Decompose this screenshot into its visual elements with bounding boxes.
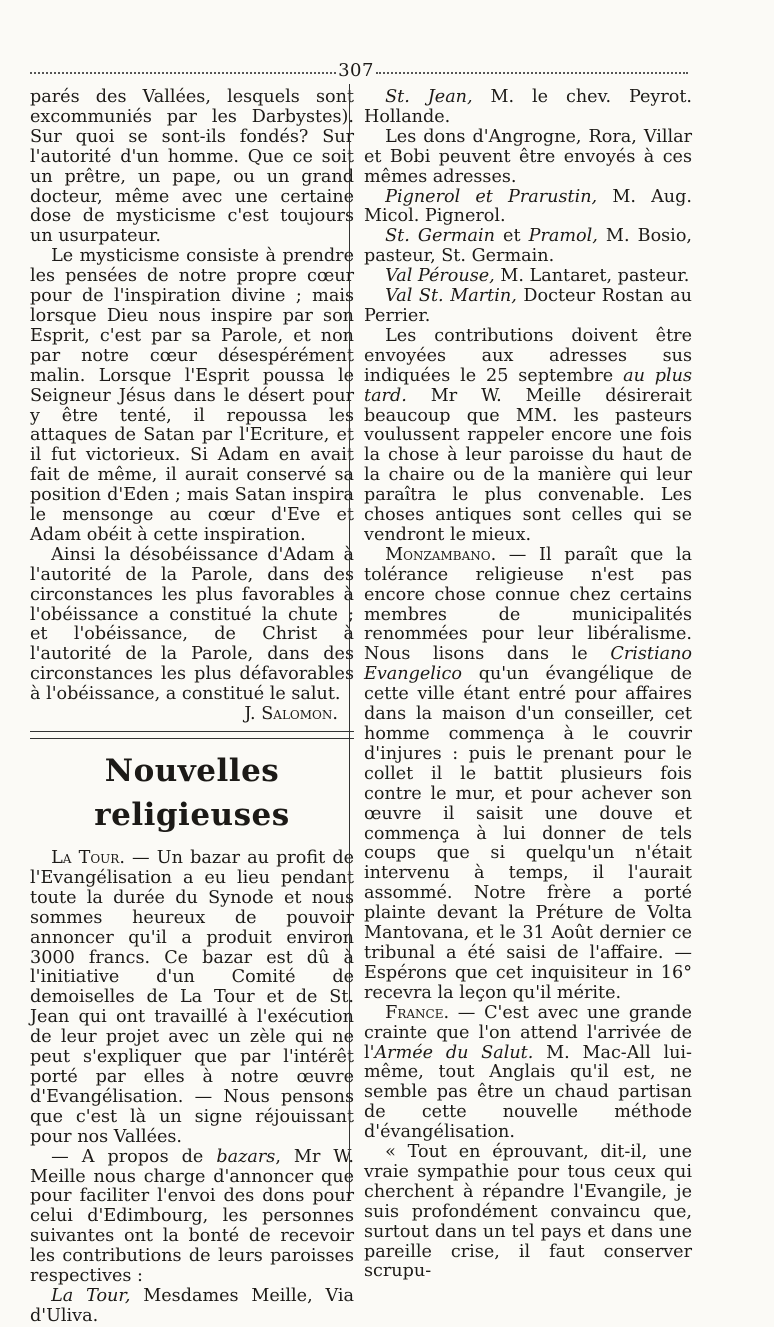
address-text: M. le chev. Peyrot. Hollande. [364, 87, 693, 127]
news-text: M. Mac-All lui-même, tout Anglais qu'il est, ne semble pas être un chaud partisan de cette nouvelle méthode d'évangélisation. [364, 1042, 692, 1143]
address-place: Val Pérouse, [385, 266, 495, 287]
address-entry [364, 287, 692, 327]
column-divider [349, 84, 350, 1199]
address-place: Pramol, [528, 226, 598, 247]
news-item [30, 1148, 354, 1287]
address-text: Docteur Rostan au Perrier. [364, 286, 692, 326]
news-item [364, 1004, 692, 1143]
emphasis: Cristiano Evangelico [364, 644, 692, 685]
paragraph: parés des Vallées, lesquels sont excommuniés par les Darbystes). Sur quoi se sont-ils fondés? Sur l'autorité d'un homme. Que ce soit un prêtre, un pape, ou un grand docteur, même avec une certaine dose de mysticisme c'est toujours un usurpateur. [30, 87, 354, 247]
paragraph [364, 327, 692, 546]
section-heading: Nouvelles religieuses [94, 753, 290, 833]
quote-paragraph: « Tout en éprouvant, dit-il, une vraie sympathie pour tous ceux qui cherchent à répandre l'Evangile, je suis profondément convaincu que, surtout dans un tel pays et dans une pareille crise, il faut conserver scrupu- [364, 1142, 692, 1282]
address-place: St. Germain [385, 226, 495, 247]
address-entry [30, 1287, 354, 1327]
news-text: qu'un évangélique de cette ville étant entré pour affaires dans la maison d'un conseiller, cet homme commença à le couvrir d'injures : puis le prenant pour le collet il le battit plusieurs fois contre le mur, et pour achever son œuvre il saisit une douve et commença à lui donner de tels coups que si quelqu'un n'était intervenu à temps, il l'aurait assommé. Notre frère a porté plainte devant la Préture de Volta Mantovana, et le 31 Août dernier ce tribunal a été saisi de l'affaire. — Espérons que cet inquisiteur in 16° recevra la leçon qu'il mérite. [364, 664, 692, 1003]
address-place: Val St. Martin, [385, 286, 517, 307]
paragraph: Ainsi la désobéissance d'Adam à l'autorité de la Parole, dans des circonstances les plus favorables à l'obéissance a constitué la chute ; et l'obéissance, de Christ à l'autorité de la Parole, dans des circonstances les plus défavorables à l'obéissance, a constitué le salut. [30, 544, 354, 705]
news-item [364, 546, 692, 1004]
address-text: M. Lantaret, pasteur. [494, 266, 690, 287]
news-text: — Un bazar au profit de l'Evangélisation a eu lieu pendant toute la durée du Synode et nous sommes heureux de pouvoir annoncer qu'il a produit environ 3000 francs. Ce bazar est dû à l'initiative d'un Comité de demoiselles de La Tour et de St. Jean qui ont travaillé à l'exécution de leur projet avec un zèle qui ne peut s'expliquer que par l'intérêt porté par elles à notre œuvre d'Evangélisation. — Nous pensons que c'est là un signe réjouissant pour nos Vallées. [30, 848, 354, 1147]
address-text: M. Bosio, pasteur, St. Germain. [364, 226, 692, 267]
emphasis: Armée du Salut. [374, 1042, 534, 1063]
news-label: Monzambano. [385, 544, 497, 565]
news-text: — A propos de [51, 1146, 217, 1167]
header-rule-right [376, 72, 688, 74]
paragraph-text: Mr W. Meille désirerait beaucoup que MM. les pasteurs voulussent rappeler encore une fois la chose à leur paroisse du haut de la chaire ou de la manière qui leur paraîtra le plus convenable. Les choses antiques sont celles qui se vendront le mieux. [364, 385, 692, 545]
news-text: — Il paraît que la tolérance religieuse n'est pas encore chose connue chez certains membres de municipalités renommées pour leur libéralisme. Nous lisons dans le [364, 544, 692, 665]
section-divider [30, 731, 354, 739]
header-rule-left [30, 72, 336, 74]
news-label: France. [385, 1002, 450, 1023]
left-column [30, 88, 354, 1327]
address-text: M. Aug. Micol. Pignerol. [364, 186, 692, 227]
right-column [364, 88, 692, 1282]
address-place: St. Jean, [385, 87, 473, 107]
news-text: — C'est avec une grande crainte que l'on attend l'arrivée de l' [364, 1002, 692, 1063]
paragraph: Les dons d'Angrogne, Rora, Villar et Bobi peuvent être envoyés à ces mêmes adresses. [364, 126, 692, 187]
address-entry [364, 267, 692, 287]
news-text: , Mr W. Meille nous charge d'annoncer que pour faciliter l'envoi des dons pour celui d'Edimbourg, les personnes suivantes ont la bonté de recevoir les contributions de leurs paroisses respectives : [30, 1146, 354, 1287]
news-item [30, 849, 354, 1148]
page-number: 307 [338, 60, 374, 81]
emphasis: au plus tard. [364, 365, 692, 406]
address-text: et [494, 226, 529, 247]
author-signature: J. Salomon. [244, 704, 338, 725]
paragraph-text: Les contributions doivent être envoyées aux adresses sus indiquées le 25 septembre [364, 325, 692, 386]
address-entry [364, 88, 692, 128]
emphasis: bazars [216, 1146, 276, 1167]
news-label: La Tour. [51, 848, 125, 868]
address-place: Pignerol et Prarustin, [385, 186, 598, 207]
address-entry [364, 188, 692, 228]
paragraph: Le mysticisme consiste à prendre les pensées de notre propre cœur pour de l'inspiration divine ; mais lorsque Dieu nous inspire par son Esprit, c'est par sa Parole, et non par notre cœur désespérément malin. Lorsque l'Esprit poussa le Seigneur Jésus dans le désert pour y être tenté, il repoussa les attaques de Satan par l'Ecriture, et il fut victorieux. Si Adam en avait fait de même, il aurait conservé sa position d'Eden ; mais Satan inspira le mensonge au cœur d'Eve et Adam obéit à cette inspiration. [30, 246, 354, 545]
address-entry [364, 227, 692, 267]
address-text: Mesdames Meille, Via d'Uliva. [30, 1285, 354, 1326]
address-place: La Tour, [51, 1285, 131, 1306]
